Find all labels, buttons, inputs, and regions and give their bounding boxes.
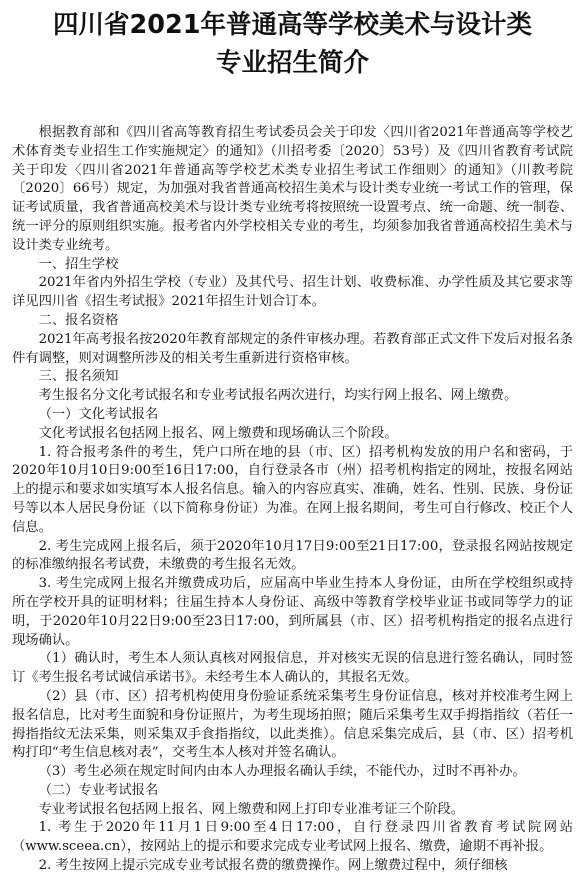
cultural-subitem-1: （1）确认时，考生本人须认真核对网报信息，并对核实无误的信息进行签名确认，同时签订《考生报名考试诚信承诺书》。未经考生本人确认的，其报名无效。 [12,651,573,686]
cultural-item-2: 2. 考生完成网上报名后，须于2020年10月17日9:00至21日17:00，登录报名网站按规定的标准缴纳报名考试费，未缴费的考生报名无效。 [12,538,573,573]
subsection-heading-professional: （二）专业考试报名 [38,782,159,798]
cultural-item-3: 3. 考生完成网上报名并缴费成功后，应届高中毕业生持本人身份证，由所在学校组织或持所在学校开具的证明材料；往届生持本人身份证、高级中等教育学校毕业证书或同等学力的证明，于2020年10月22日9:00至23日17:00，到所属县（市、区）招考机构指定的报名点进行现场确认。 [12,576,573,648]
intro-paragraph: 根据教育部和《四川省高等教育招生考试委员会关于印发〈四川省2021年普通高等学校艺术体育类专业招生工作实施规定〉的通知》（川招考委〔2020〕53号）及《四川省教育考试院关于印发〈四川省2021年普通高等学校艺术类专业招生考试工作细则〉的通知》（川教考院〔2020〕66号）规定，为加强对我省普通高校招生美术与设计类专业统一考试工作的管理，保证考试质量，我省普通高校美术与设计类专业统考将按照统一设置考点、统一命题、统一制卷、统一评分的原则组织实施。报考省内外学校相关专业的考生，均须参加我省普通高校招生美术与设计类专业统考。 [12,125,573,253]
cultural-item-1: 1. 符合报考条件的考生，凭户口所在地的县（市、区）招考机构发放的用户名和密码，于2020年10月10日9:00至16日17:00，自行登录各市（州）招考机构指定的网址，按报名网站上的提示和要求如实填写本人报名信息。输入的内容应真实、准确，姓名、性别、民族、身份证号等以本人居民身份证（以下简称身份证）为准。在网上报名期间，考生可自行修改、校正个人信息。 [12,444,573,535]
cultural-overview: 文化考试报名包括网上报名、网上缴费和现场确认三个阶段。 [38,425,398,441]
cultural-subitem-3: （3）考生必须在规定时间内由本人办理报名确认手续，不能代办，过时不再补办。 [38,764,526,780]
professional-item-1: 1. 考生于2020年11月1日9:00至4日17:00，自行登录四川省教育考试院网站（www.sceea.cn），按网站上的提示和要求完成专业考试网上报名、缴费，逾期不再补报。 [12,820,573,855]
subsection-heading-cultural: （一）文化考试报名 [38,406,159,422]
professional-overview: 专业考试报名包括网上报名、网上缴费和网上打印专业准考证三个阶段。 [38,801,465,817]
section-heading-schools: 一、招生学校 [38,256,119,272]
document-title-line-2: 专业招生简介 [215,48,369,78]
registration-overview: 考生报名分文化考试报名和专业考试报名两次进行，均实行网上报名、网上缴费。 [38,388,518,404]
document-title-line-1: 四川省2021年普通高等学校美术与设计类 [53,10,532,40]
cultural-subitem-2: （2）县（市、区）招考机构使用身份验证系统采集考生身份证信息，核对并校准考生网上报名信息，比对考生面貌和身份证照片，为考生现场拍照；随后采集考生双手拇指指纹（若任一拇指指纹无法采集，则采集双手食指指纹，以此类推）。信息采集完成后，县（市、区）招考机构打印“考生信息核对表”，交考生本人核对并签名确认。 [12,688,573,761]
section-heading-registration: 三、报名须知 [38,369,119,385]
eligibility-paragraph: 2021年高考报名按2020年教育部规定的条件审核办理。若教育部正式文件下发后对报名条件有调整，则对调整所涉及的相关考生重新进行资格审核。 [12,331,573,366]
schools-paragraph: 2021年省内外招生学校（专业）及其代号、招生计划、收费标准、办学性质及其它要求等详见四川省《招生考试报》2021年招生计划合订本。 [12,275,573,310]
document-body [12,124,573,876]
professional-item-2: 2. 考生按网上提示完成专业考试报名费的缴费操作。网上缴费过程中，须仔细核 [38,858,508,874]
section-heading-eligibility: 二、报名资格 [38,312,119,328]
